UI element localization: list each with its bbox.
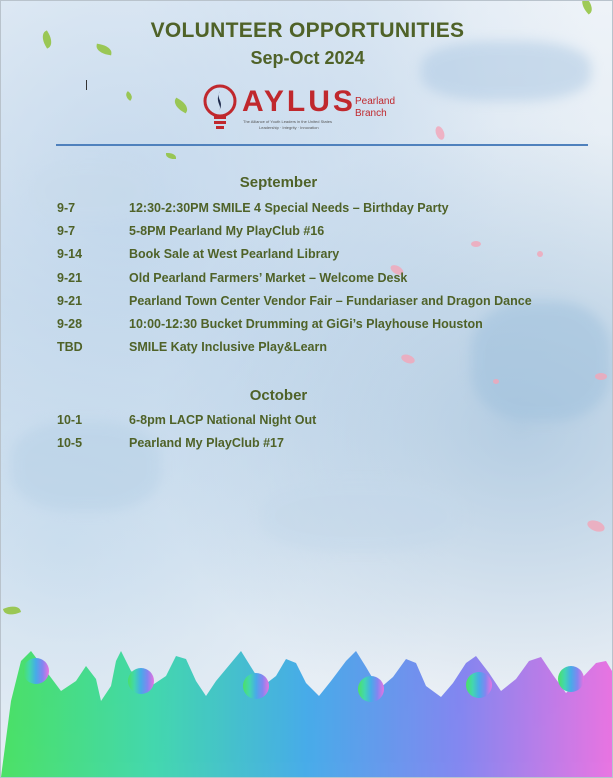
event-description: Book Sale at West Pearland Library: [129, 247, 340, 262]
logo-values: Leadership · Integrity · Innovation: [259, 125, 319, 130]
event-date: 9-28: [57, 317, 83, 331]
branch-line-2: Branch: [355, 108, 387, 119]
event-date: 10-5: [57, 436, 83, 450]
event-date: 9-14: [57, 247, 83, 262]
event-description: 5-8PM Pearland My PlayClub #16: [129, 224, 325, 239]
event-date: 9-7: [57, 201, 76, 215]
october-heading: October: [249, 387, 308, 404]
watercolor-stroke: [261, 481, 461, 551]
event-date: TBD: [57, 340, 83, 355]
petal-decoration: [493, 379, 499, 384]
event-description: Old Pearland Farmers’ Market – Welcome Desk: [129, 270, 408, 285]
lightbulb-icon: [201, 83, 239, 131]
aylus-logo: [201, 83, 411, 133]
leaf-decoration: [166, 153, 176, 159]
branch-label: [355, 96, 395, 120]
leaf-decoration: [172, 98, 190, 114]
text-cursor: [86, 80, 87, 90]
watercolor-stroke: [11, 421, 161, 511]
petal-decoration: [471, 241, 481, 247]
event-description: Pearland Town Center Vendor Fair – Fundariaser and Dragon Dance: [129, 293, 532, 308]
event-description: Pearland My PlayClub #17: [129, 436, 284, 450]
petal-decoration: [400, 353, 416, 365]
petal-decoration: [595, 373, 607, 380]
people-holding-hands-illustration: [1, 601, 612, 777]
event-description: 12:30-2:30PM SMILE 4 Special Needs – Birthday Party: [129, 201, 449, 215]
page-subtitle: Sep-Oct 2024: [250, 48, 365, 68]
petal-decoration: [537, 251, 543, 257]
branch-line-1: Pearland: [355, 96, 396, 107]
page-title: VOLUNTEER OPPORTUNITIES: [150, 19, 465, 42]
leaf-decoration: [578, 0, 595, 15]
petal-decoration: [434, 125, 446, 141]
september-heading: September: [239, 174, 318, 191]
event-date: 10-1: [57, 413, 83, 427]
event-date: 9-7: [57, 224, 76, 239]
divider-line: [56, 144, 588, 146]
petal-decoration: [586, 518, 606, 534]
leaf-decoration: [124, 91, 134, 101]
event-date: 9-21: [57, 270, 83, 285]
event-description: SMILE Katy Inclusive Play&Learn: [129, 340, 327, 355]
logo-tagline: The Alliance of Youth Leaders in the United States: [243, 119, 332, 124]
logo-wordmark: AYLUS: [242, 85, 356, 118]
event-description: 6-8pm LACP National Night Out: [129, 413, 317, 427]
event-description: 10:00-12:30 Bucket Drumming at GiGi’s Playhouse Houston: [129, 317, 483, 331]
event-date: 9-21: [57, 293, 83, 308]
